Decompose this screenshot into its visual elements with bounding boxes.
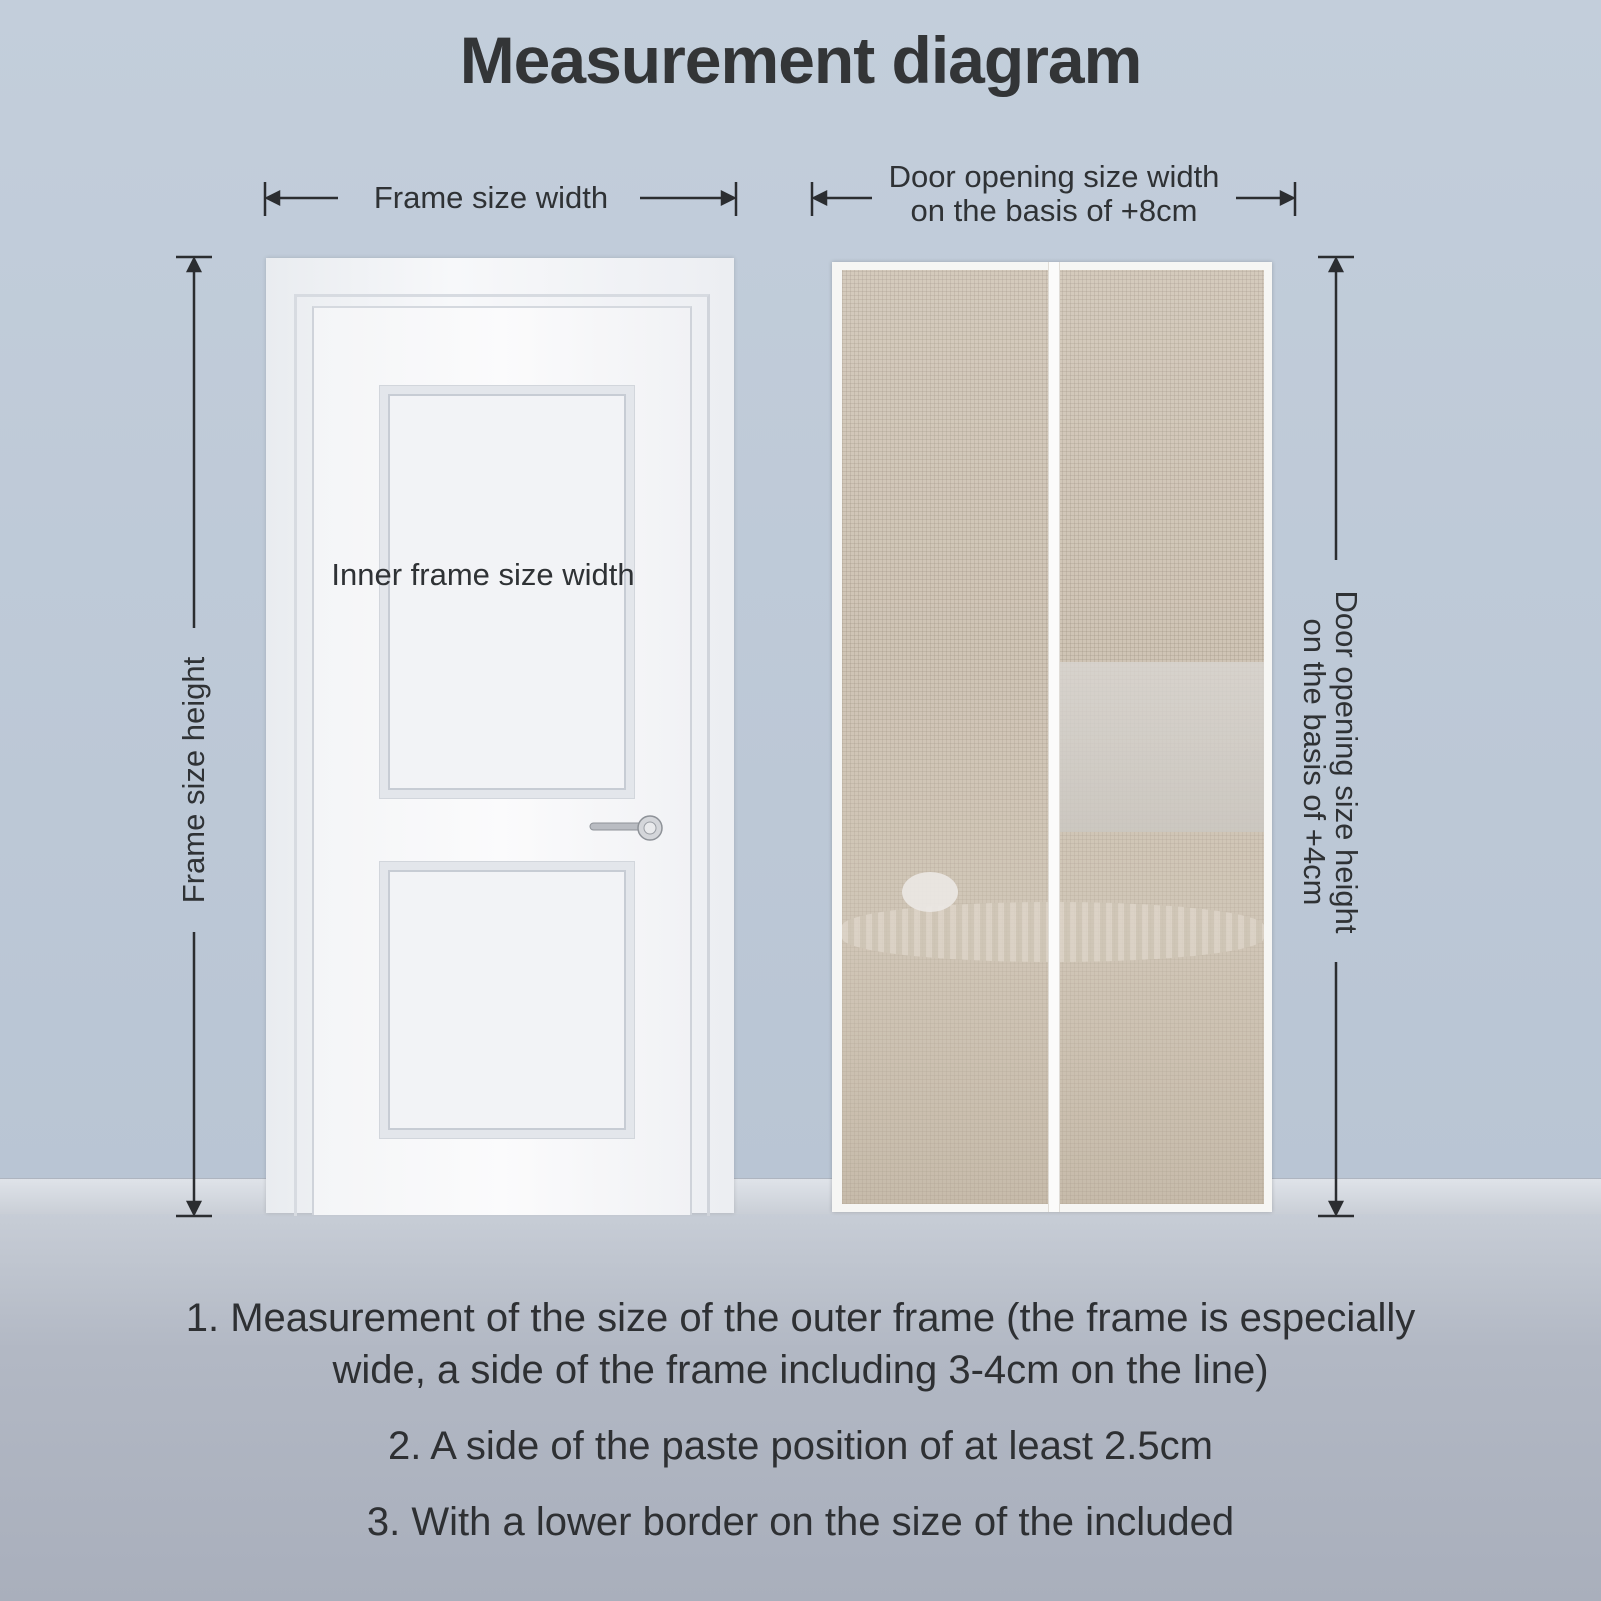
opening-width-label [872,160,1236,228]
page-title: Measurement diagram [459,23,1142,97]
opening-width-line-2: on the basis of +8cm [910,193,1198,228]
opening-height-label [1298,552,1362,972]
note-2: 2. A side of the paste position of at least 2.5cm [388,1424,1213,1468]
mesh-screen-door [832,262,1272,1212]
background-ornament [902,872,958,912]
opening-height-line-1: Door opening size height [1329,590,1364,934]
background-sofa [1058,662,1264,832]
mesh-panel-left [842,270,1048,1204]
note-1: 1. Measurement of the size of the outer frame (the frame is especially wide, a side of the frame including 3-4cm on the line) [185,1296,1416,1392]
opening-width-line-1: Door opening size width [888,159,1220,194]
magnetic-seam [1048,262,1060,1212]
note-3: 3. With a lower border on the size of the included [366,1500,1235,1544]
baseboard [0,1178,1601,1215]
instruction-notes [0,1292,1601,1548]
inner-frame-width-label: Inner frame size width [331,557,635,592]
frame-size-height-label: Frame size height [176,656,211,904]
frame-width-label: Frame size width [373,180,609,215]
door-lower-panel [380,862,634,1138]
door-handle-icon [588,815,668,845]
opening-height-line-2: on the basis of +4cm [1297,618,1332,906]
